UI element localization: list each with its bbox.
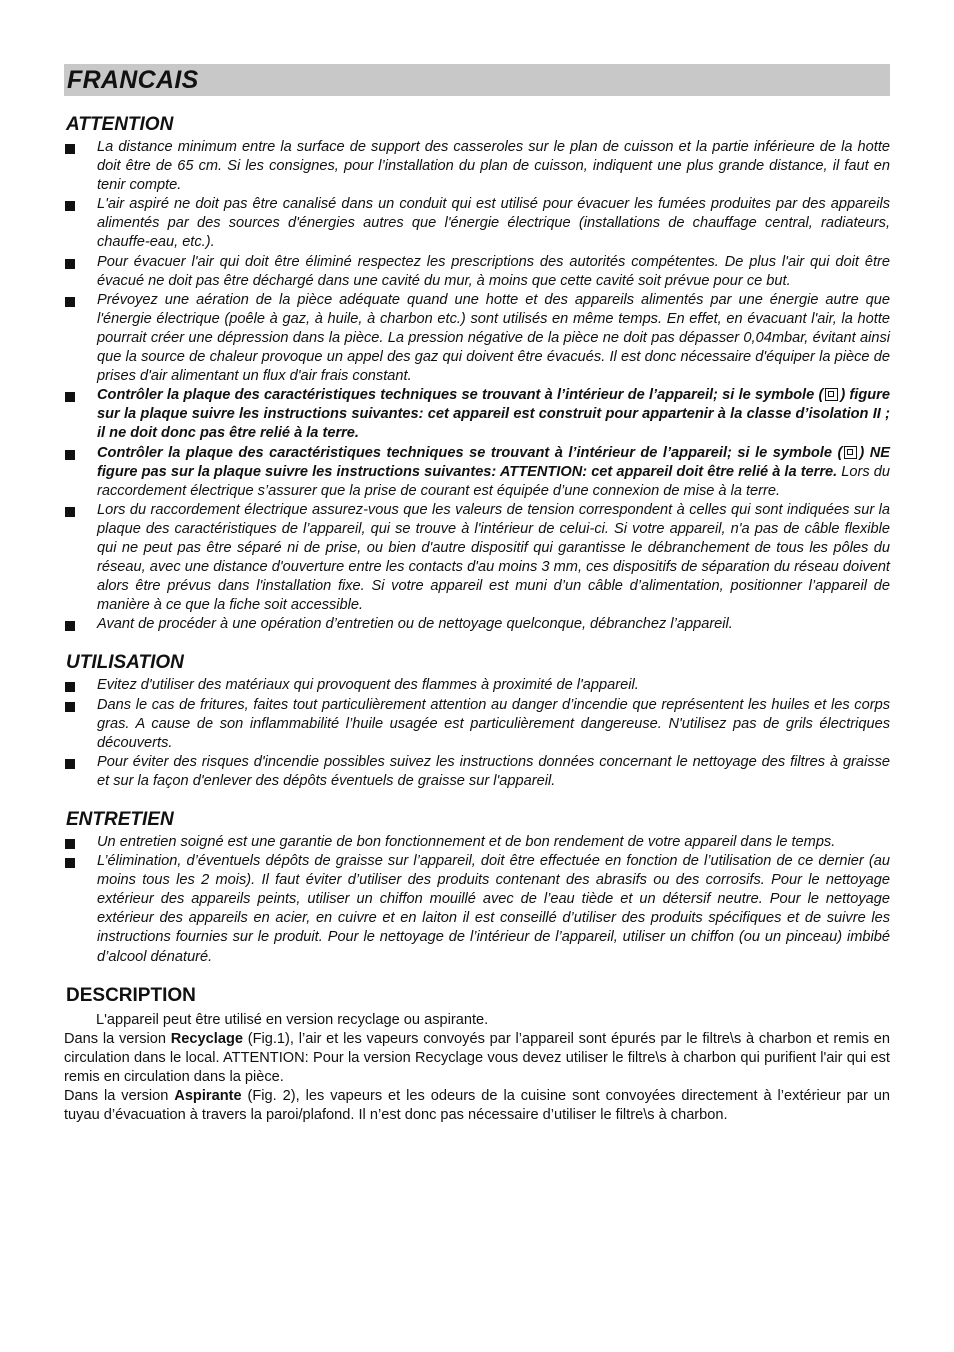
item-text: Pour éviter des risques d'incendie possibles suivez les instructions données concernant le nettoyage des filtres à graisse et sur la façon d'enlever des dépôts éventuels de graisse sur l'appareil. bbox=[97, 753, 890, 789]
list-item bbox=[64, 444, 890, 501]
item-text: Lors du raccordement électrique assurez-vous que les valeurs de tension correspondent à celles qui sont indiquées sur la plaque des caractéristiques de l’appareil, qui se trouve à l'intérieur de celui-ci. Si votre appareil, n'a pas de câble flexible qui ne peut pas être séparé ni de prise, ou bien d'autre dispositif qui garantisse le débranchement de tous les pôles du réseau, avec une distance d'ouverture entre les contacts d'au moins 3 mm, ces dispositifs de séparation du réseau doivent alors être prévus dans l'installation fixe. Si votre appareil est muni d’un câble d’alimentation, positionner l’appareil de manière à ce que la fiche soit accessible. bbox=[97, 501, 890, 614]
bullet-icon bbox=[65, 392, 75, 402]
bullet-icon bbox=[65, 450, 75, 460]
item-text: Evitez d'utiliser des matériaux qui provoquent des flammes à proximité de l'appareil. bbox=[97, 677, 639, 694]
item-text-bold: Contrôler la plaque des caractéristiques techniques se trouvant à l’intérieur de l’appareil; si le symbole ( ) figure sur la plaque suivre les instructions suivantes: cet appareil est construit pour appartenir à la classe d’isolation II ; il ne doit donc pas être relié à la terre. bbox=[97, 387, 890, 442]
entretien-list bbox=[64, 833, 890, 967]
language-banner bbox=[64, 64, 890, 96]
entretien-section bbox=[64, 809, 890, 967]
utilisation-heading: UTILISATION bbox=[66, 652, 184, 674]
bullet-icon bbox=[65, 702, 75, 712]
bullet-icon bbox=[65, 144, 75, 154]
bullet-icon bbox=[65, 297, 75, 307]
utilisation-list bbox=[64, 676, 890, 791]
list-item bbox=[64, 696, 890, 753]
item-text: Avant de procéder à une opération d’entretien ou de nettoyage quelconque, débranchez l’appareil. bbox=[97, 616, 733, 633]
description-intro: L'appareil peut être utilisé en version recyclage ou aspirante. bbox=[96, 1011, 489, 1028]
bullet-icon bbox=[65, 621, 75, 631]
item-text: L'air aspiré ne doit pas être canalisé dans un conduit qui est utilisé pour évacuer les fumées produites par des appareils alimentés par des sources d'énergies autres que l'énergie électrique (installations de chauffage central, radiateurs, chauffe-eau, etc.). bbox=[97, 196, 890, 251]
list-item bbox=[64, 138, 890, 195]
description-heading: DESCRIPTION bbox=[66, 984, 196, 1006]
list-item bbox=[64, 386, 890, 443]
utilisation-section bbox=[64, 652, 890, 791]
description-section bbox=[64, 985, 890, 1126]
bullet-icon bbox=[65, 682, 75, 692]
list-item bbox=[64, 615, 890, 634]
item-text-bold: Contrôler la plaque des caractéristiques techniques se trouvant à l’intérieur de l’appareil; si le symbole ( ) NE figure pas sur la plaque suivre les instructions suivantes: ATTENTION: cet appareil doit être relié à la terre. bbox=[97, 444, 890, 480]
item-text: Dans le cas de fritures, faites tout particulièrement attention au danger d’incendie que représentent les huiles et les corps gras. A cause de son inflammabilité l’huile usagée est particulièrement dangereuse. N'utilisez pas de grils électriques découverts. bbox=[97, 696, 890, 751]
bullet-icon bbox=[65, 858, 75, 868]
list-item bbox=[64, 291, 890, 386]
description-body bbox=[64, 1011, 890, 1126]
list-item bbox=[64, 195, 890, 252]
bullet-icon bbox=[65, 259, 75, 269]
description-recyclage: Dans la version Recyclage (Fig.1), l’air et les vapeurs convoyés par l’appareil sont épurés par le filtre\s à charbon et remis en circulation dans le local. ATTENTION: Pour la version Recyclage vous devez utiliser le filtre\s à charbon qui purifient l'air qui est remis en circulation dans la pièce. bbox=[64, 1030, 890, 1085]
item-text: Lors du raccordement électrique s’assurer que la prise de courant est équipée d’une connexion de mise à la terre. bbox=[97, 463, 891, 499]
bullet-icon bbox=[65, 839, 75, 849]
page-title: FRANCAIS bbox=[67, 65, 199, 94]
double-insulation-icon bbox=[844, 446, 857, 459]
list-item bbox=[64, 501, 890, 616]
double-insulation-icon bbox=[825, 388, 838, 401]
attention-heading: ATTENTION bbox=[66, 114, 174, 135]
description-aspirante: Dans la version Aspirante (Fig. 2), les vapeurs et les odeurs de la cuisine sont convoyées directement à l’extérieur par un tuyau d’évacuation à travers la paroi/plafond. Il n’est donc pas nécessaire d’utiliser le filtre\s à charbon. bbox=[64, 1088, 891, 1124]
item-text: La distance minimum entre la surface de support des casseroles sur le plan de cuisson et la partie inférieure de la hotte doit être de 65 cm. Si les consignes, pour l’installation du plan de cuisson, indiquent une plus grande distance, il faut en tenir compte. bbox=[97, 139, 890, 194]
list-item bbox=[64, 253, 890, 291]
list-item bbox=[64, 676, 890, 695]
bullet-icon bbox=[65, 507, 75, 517]
bullet-icon bbox=[65, 201, 75, 211]
item-text: Prévoyez une aération de la pièce adéquate quand une hotte et des appareils alimentés par une énergie autre que l'énergie électrique (poêle à gaz, à huile, à charbon etc.) sont utilisés en même temps. En effet, en évacuant l'air, la hotte pourrait créer une dépression dans la pièce. La pression négative de la pièce ne doit pas dépasser 0,04mbar, évitant ainsi que la source de chaleur provoque un appel des gaz qui doivent être évacués. Il est donc nécessaire d'équiper la pièce de prises d'air alimentant un flux d'air frais constant. bbox=[97, 291, 890, 385]
list-item bbox=[64, 753, 890, 791]
item-text: Un entretien soigné est une garantie de bon fonctionnement et de bon rendement de votre appareil dans le temps. bbox=[97, 834, 836, 850]
item-text: L’élimination, d’éventuels dépôts de graisse sur l’appareil, doit être effectuée en fonction de l’utilisation de ce dernier (au moins tous les 2 mois). Il faut éviter d’utiliser des produits contenant des abrasifs ou des corrosifs. Pour le nettoyage extérieur des appareils peints, utiliser un chiffon mouillé avec de l’eau tiède et un détersif neutre. Pour le nettoyage extérieur des appareils en acier, en cuivre et en laiton il est conseillé d’utiliser des produits spécifiques et de suivre les instructions fournies sur le produit. Pour le nettoyage de l’intérieur de l’appareil, utiliser un chiffon (ou un pinceau) imbibé d’alcool dénaturé. bbox=[97, 853, 890, 965]
item-text: Pour évacuer l'air qui doit être éliminé respectez les prescriptions des autorités compétentes. De plus l'air qui doit être évacué ne doit pas être déchargé dans une cavité du mur, à moins que cette cavité soit prévue pour ce but. bbox=[97, 253, 890, 289]
attention-section bbox=[64, 114, 890, 634]
bullet-icon bbox=[65, 759, 75, 769]
manual-page bbox=[64, 64, 890, 1125]
entretien-heading: ENTRETIEN bbox=[66, 809, 174, 830]
list-item bbox=[64, 833, 890, 852]
attention-list bbox=[64, 138, 890, 634]
list-item bbox=[64, 852, 890, 967]
